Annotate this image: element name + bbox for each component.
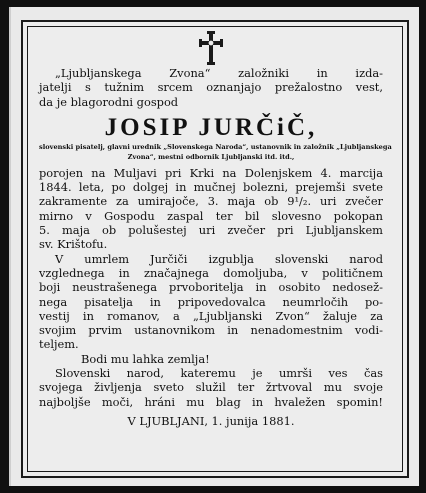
- closing-line: najboljše moči, hráni mu blag in hvaležen spomin!: [39, 394, 383, 409]
- closing-line: svojega življenja sveto služil ter žrtvoval mu svoje: [39, 380, 383, 395]
- bio-line: porojen na Muljavi pri Krki na Dolenjskem 4. marcija: [39, 165, 383, 180]
- bio-line: sv. Krištofu.: [39, 237, 108, 252]
- titles-line: Zvona“, mestni odbornik Ljubljanski itd. itd.,: [127, 152, 295, 161]
- blessing-line: Bodi mu lahka zemlja!: [81, 351, 210, 366]
- titles-line: slovenski pisatelj, glavni urednik „Slovenskega Naroda“, ustanovnik in založnik „Ljubljanskega: [39, 142, 392, 151]
- tribute-line: vestij in romanov, a „Ljubljanski Zvon“ žaluje za: [39, 308, 383, 323]
- bio-line: 5. maja ob polušestej uri zvečer pri Ljubljanskem: [39, 223, 383, 238]
- cross-icon: [198, 30, 224, 66]
- tribute-line: vzglednega in značajnega domoljuba, v političnem: [39, 265, 383, 280]
- intro-line: „Ljubljanskega Zvona“ založniki in izda-: [55, 66, 383, 80]
- deceased-name: JOSIP JURČiČ,: [104, 113, 318, 141]
- closing-paragraph: [39, 366, 383, 409]
- tribute-line: V umrlem Jurčiči izgublja slovenski narod: [55, 251, 383, 266]
- closing-line: Slovenski narod, kateremu je umrši ves čas: [55, 366, 383, 381]
- intro-line: jatelji s tužnim srcem oznanjajo prežalostno vest,: [39, 80, 383, 95]
- intro-paragraph-cont: [39, 80, 383, 109]
- bio-line: zakramente za umirajoče, 3. maja ob 9¹/₂. uri zvečer: [39, 194, 383, 209]
- place-date-signature: V LJUBLJANI, 1. junija 1881.: [127, 413, 295, 428]
- biography-paragraph: [39, 166, 383, 252]
- intro-paragraph: [39, 66, 383, 80]
- tribute-line: teljem.: [39, 337, 79, 352]
- tribute-line: boji neustrašenega prvoboritelja in osobito nedosež-: [39, 280, 383, 295]
- bio-line: 1844. leta, po dolgej in mučnej bolezni, prejemši svete: [39, 180, 383, 195]
- bio-line: mirno v Gospodu zaspal ter bil slovesno pokopan: [39, 208, 383, 223]
- tribute-line: nega pisatelja in pripovedovalca neumrločih po-: [39, 294, 383, 309]
- intro-line: da je blagorodni gospod: [39, 94, 179, 109]
- tribute-line: svojim prvim ustanovnikom in nenadomestnim vodi-: [39, 323, 383, 338]
- notice-content: [39, 30, 392, 428]
- tribute-paragraph: [39, 252, 383, 352]
- notice-frame: [21, 20, 409, 478]
- deceased-titles: [39, 142, 392, 162]
